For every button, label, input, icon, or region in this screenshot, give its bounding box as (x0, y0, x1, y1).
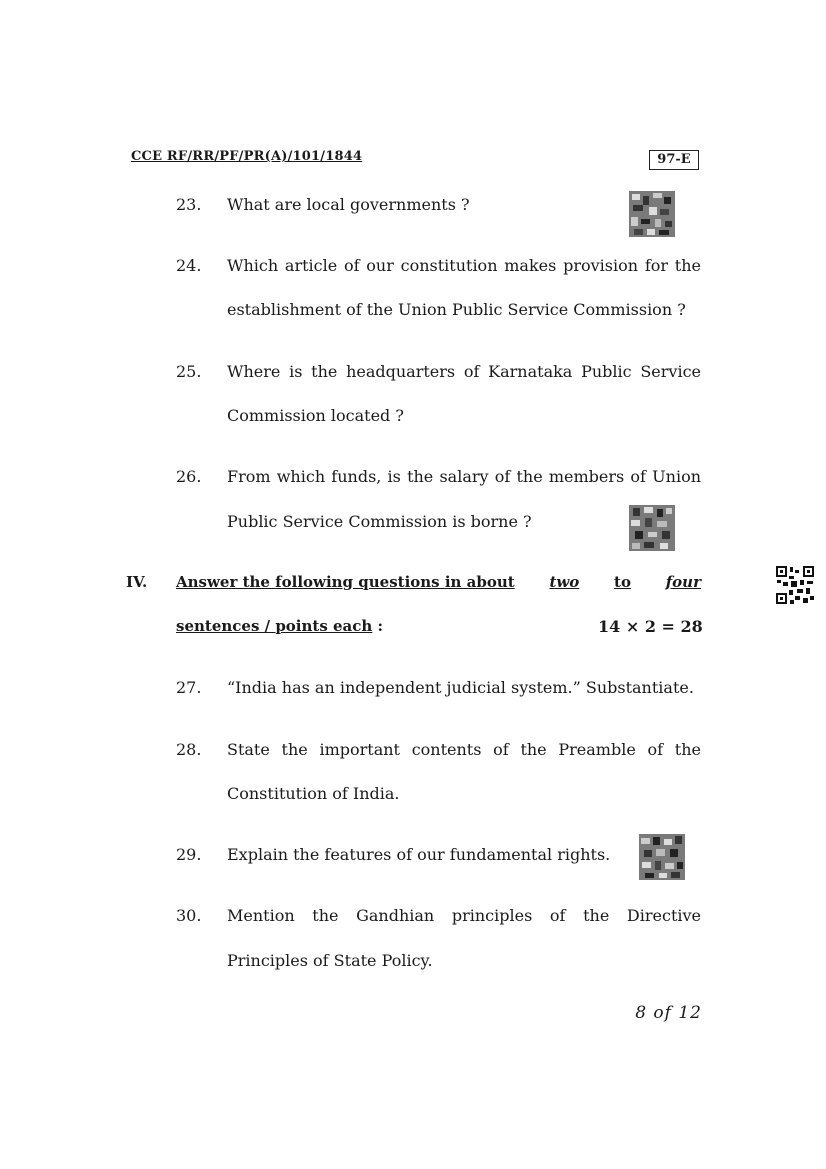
instruction-colon: : (377, 617, 384, 635)
section-instruction-line2 (176, 617, 383, 635)
instruction-two: two (549, 573, 580, 591)
instruction-four: four (665, 573, 701, 591)
question-text-line: establishment of the Union Public Service Commission ? (227, 300, 686, 319)
qr-code-icon (629, 505, 675, 551)
section-instruction-line1 (176, 573, 701, 591)
question-text-line: Mention the Gandhian principles of the Directive (227, 906, 701, 925)
question-text: What are local governments ? (227, 195, 470, 214)
question-text: Explain the features of our fundamental rights. (227, 845, 611, 864)
question-text-line: Where is the headquarters of Karnataka Public Service (227, 362, 701, 381)
question-text-line: From which funds, is the salary of the members of Union (227, 467, 701, 486)
qr-code-icon (639, 834, 685, 880)
question-text-line: Principles of State Policy. (227, 951, 433, 970)
question-number: 25. (176, 362, 202, 381)
question-text-line: State the important contents of the Preamble of the (227, 740, 701, 759)
question-number: 26. (176, 467, 202, 486)
question-number: 30. (176, 906, 202, 925)
question-text-line: Commission located ? (227, 406, 404, 425)
section-marks: 14 × 2 = 28 (598, 617, 703, 636)
qr-code-icon (629, 191, 675, 237)
qr-code-icon (775, 565, 815, 605)
question-text-line: Which article of our constitution makes provision for the (227, 256, 701, 275)
paper-code: CCE RF/RR/PF/PR(A)/101/1844 (131, 149, 363, 164)
question-number: 28. (176, 740, 202, 759)
section-numeral: IV. (126, 573, 148, 591)
question-text: “India has an independent judicial system.” Substantiate. (227, 678, 694, 697)
question-number: 23. (176, 195, 202, 214)
question-number: 27. (176, 678, 202, 697)
paper-number-box: 97-E (649, 150, 699, 170)
instruction-to: to (614, 573, 631, 591)
instruction-text: Answer the following questions in about (176, 573, 515, 591)
question-text-line: Constitution of India. (227, 784, 400, 803)
instruction-text: sentences / points each (176, 617, 373, 635)
page-number: 8 of 12 (635, 1003, 702, 1023)
question-number: 29. (176, 845, 202, 864)
question-number: 24. (176, 256, 202, 275)
question-text-line: Public Service Commission is borne ? (227, 512, 532, 531)
